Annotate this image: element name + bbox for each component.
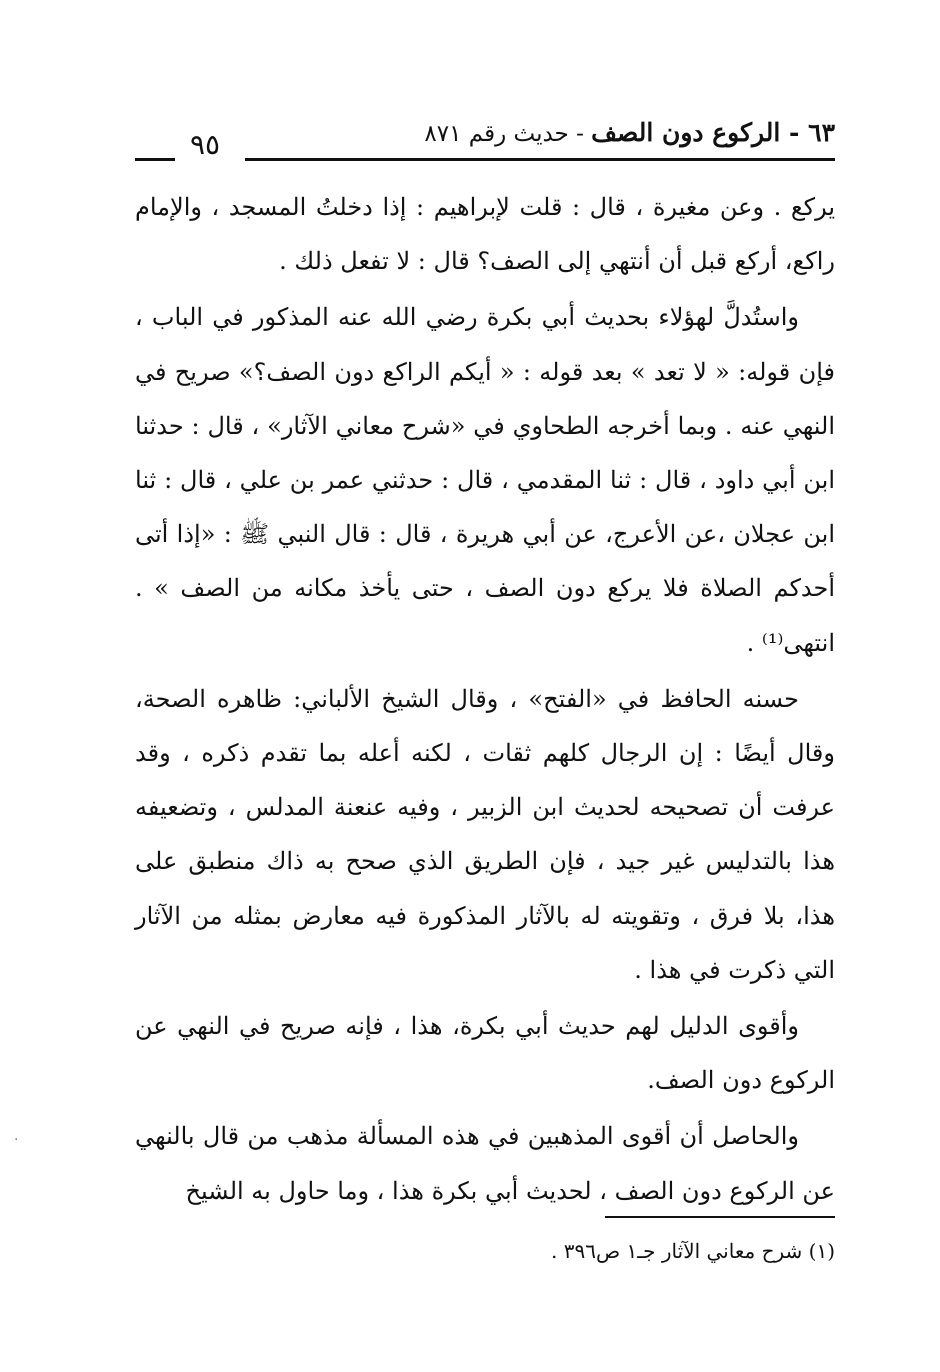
scan-mark: ·	[14, 1132, 19, 1148]
page-number: ٩٥	[190, 128, 221, 161]
paragraph-2: واستُدلَّ لهؤلاء بحديث أبي بكرة رضي الله عنه المذكور في الباب ، فإن قوله: « لا تعد » بعد قوله : « أيكم الراكع دون الصف؟» صريح في النهي عنه . وبما أخرجه الطحاوي في «شرح معاني الآثار» ، قال : حدثنا ابن أبي داود ، قال : ثنا المقدمي ، قال : حدثني عمر بن علي ، قال : ثنا ابن عجلان ،عن الأعرج، عن أبي هريرة ، قال : قال النبي ﷺ : «إذا أتى أحدكم الصلاة فلا يركع دون الصف ، حتى يأخذ مكانه من الصف » . انتهى⁽¹⁾ .	[135, 303, 835, 657]
running-header	[135, 118, 835, 162]
chapter-title-sub: - حديث رقم ٨٧١	[424, 121, 592, 147]
page-number-dash	[135, 158, 175, 161]
header-rule	[245, 158, 835, 161]
main-text	[135, 180, 835, 1218]
paragraph-3: حسنه الحافظ في «الفتح» ، وقال الشيخ الألباني: ظاهره الصحة، وقال أيضًا : إن الرجال كلهم ثقات ، لكنه أعله بما تقدم ذكره ، وقد عرفت أن تصحيحه لحديث ابن الزبير ، وفيه عنعنة المدلس ، وتضعيفه هذا بالتدليس غير جيد ، فإن الطريق الذي صحح به ذاك منطبق على هذا، بلا فرق ، وتقويته له بالآثار المذكورة فيه معارض بمثله من الآثار التي ذكرت في هذا .	[135, 684, 835, 984]
paragraph-4: وأقوى الدليل لهم حديث أبي بكرة، هذا ، فإنه صريح في النهي عن الركوع دون الصف.	[135, 1012, 835, 1095]
paragraph-1: يركع . وعن مغيرة ، قال : قلت لإبراهيم : إذا دخلتُ المسجد ، والإمام راكع، أركع قبل أن أنتهي إلى الصف؟ قال : لا تفعل ذلك .	[135, 193, 835, 276]
paragraph-5: والحاصل أن أقوى المذهبين في هذه المسألة مذهب من قال بالنهي عن الركوع دون الصف ، لحديث أبي بكرة هذا ، وما حاول به الشيخ	[135, 1122, 835, 1205]
footnote: (١) شرح معاني الآثار جـ١ ص٣٩٦ .	[551, 1239, 835, 1263]
footnote-rule	[605, 1216, 835, 1218]
chapter-title-main: ٦٣ - الركوع دون الصف	[591, 118, 835, 147]
chapter-title	[424, 118, 835, 149]
